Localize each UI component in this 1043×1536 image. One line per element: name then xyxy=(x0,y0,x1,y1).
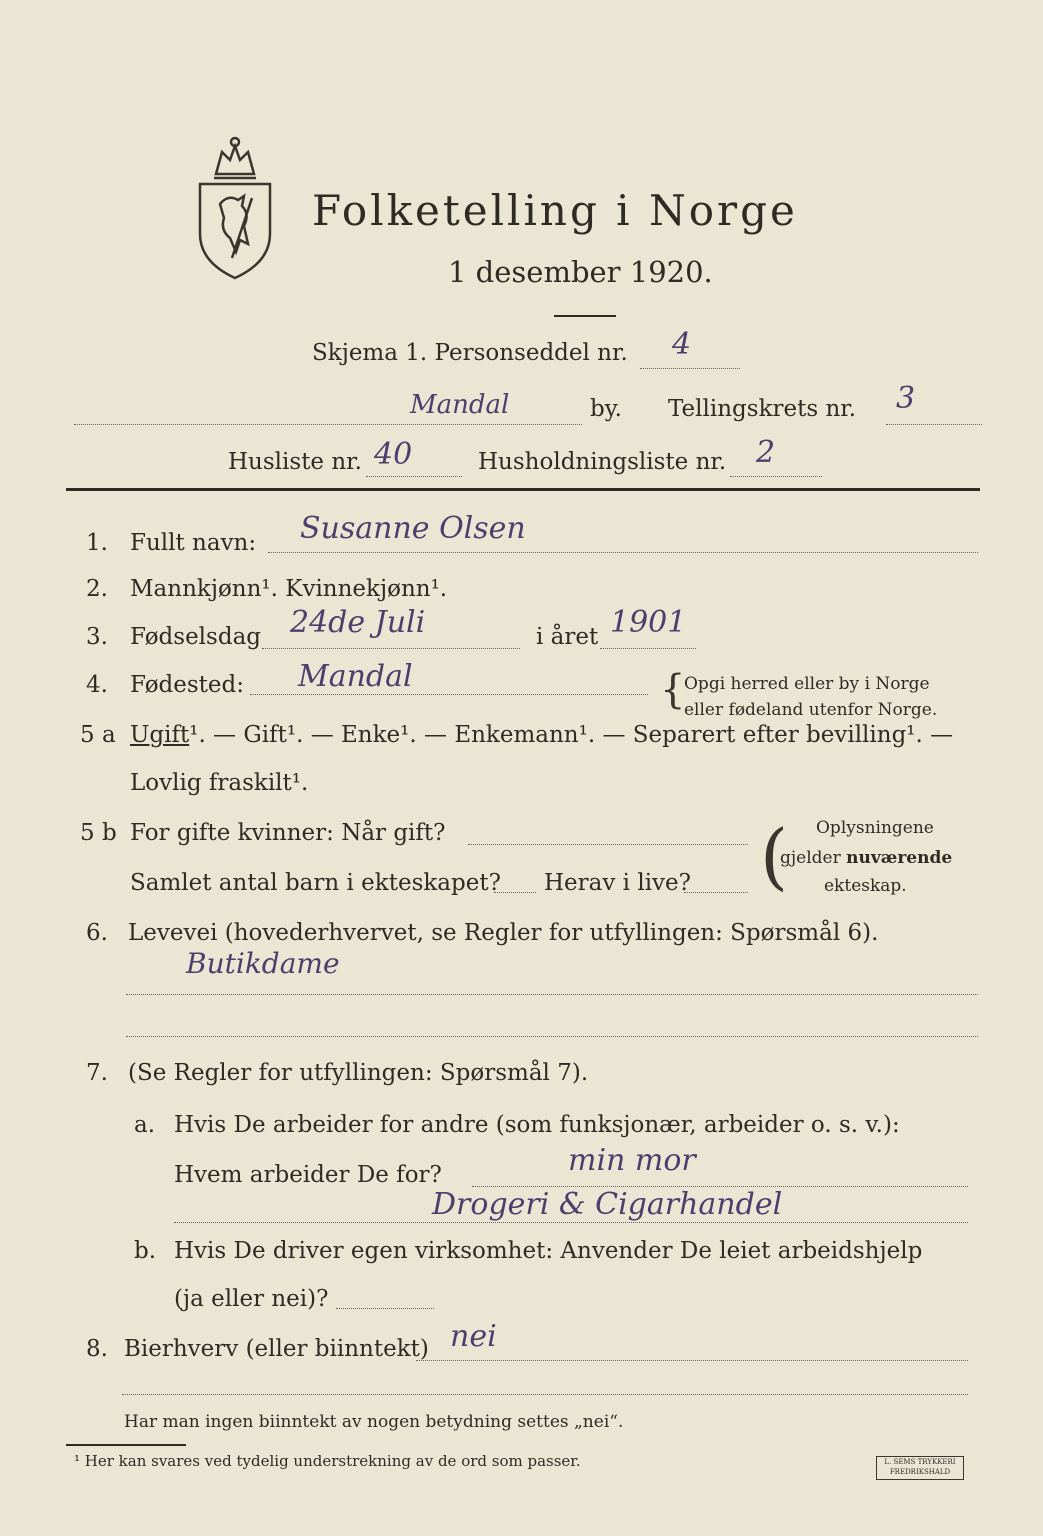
q5a-label-line2: Lovlig fraskilt¹. xyxy=(130,770,309,796)
skjema-value: 4 xyxy=(672,327,692,362)
q3-number: 3. xyxy=(86,624,108,650)
q3-label: Fødselsdag xyxy=(130,624,262,650)
q5b-note-line2 xyxy=(780,850,952,867)
husliste-line xyxy=(366,476,462,477)
q7a-line2 xyxy=(174,1222,968,1223)
census-date: 1 desember 1920. xyxy=(448,255,713,289)
q5b-married-line xyxy=(468,844,748,845)
q5a-ugift-underlined: Ugift xyxy=(130,722,190,748)
q3-year-value: 1901 xyxy=(610,605,687,640)
q4-note-line2: eller fødeland utenfor Norge. xyxy=(684,700,938,720)
q5b-alive-label: Herav i live? xyxy=(544,870,691,896)
q7a-value1: min mor xyxy=(568,1143,696,1178)
q7b-text: Hvis De driver egen virksomhet: Anvender De leiet arbeidshjelp xyxy=(174,1238,923,1264)
q8-number: 8. xyxy=(86,1336,108,1362)
q1-value: Susanne Olsen xyxy=(300,511,526,546)
q8-label: Bierhverv (eller biinntekt) xyxy=(124,1336,429,1362)
footnote-divider xyxy=(66,1444,186,1446)
q5b-note-bold: nuværende xyxy=(846,848,953,868)
header-divider xyxy=(554,315,616,317)
husliste-label: Husliste nr. xyxy=(228,449,362,475)
krets-line xyxy=(886,424,982,425)
q4-number: 4. xyxy=(86,672,108,698)
q6-number: 6. xyxy=(86,920,108,946)
q8-value: nei xyxy=(450,1319,497,1354)
q5b-number: 5 b xyxy=(80,820,117,846)
husholdning-label: Husholdningsliste nr. xyxy=(478,449,727,475)
q6-line2 xyxy=(126,1036,978,1037)
printer-stamp-line1: L. SEMS TRYKKERI xyxy=(884,1458,956,1466)
q3-year-label: i året xyxy=(536,624,599,650)
q1-number: 1. xyxy=(86,530,108,556)
q2-label: Mannkjønn¹. Kvinnekjønn¹. xyxy=(130,576,448,602)
norwegian-coat-of-arms-icon xyxy=(192,134,278,282)
q3-date-line xyxy=(262,648,520,649)
printer-stamp-line2: FREDRIKSHALD xyxy=(889,1468,951,1476)
krets-label: Tellingskrets nr. xyxy=(668,396,857,422)
husliste-value: 40 xyxy=(374,437,413,472)
q4-note-line1: Opgi herred eller by i Norge xyxy=(684,674,930,694)
q7a-value2: Drogeri & Cigarhandel xyxy=(432,1187,783,1222)
q4-line xyxy=(250,694,648,695)
q5b-note-gjelder: gjelder xyxy=(780,848,841,868)
q7-number: 7. xyxy=(86,1060,108,1086)
q8-line2 xyxy=(122,1394,968,1395)
skjema-line xyxy=(640,368,740,369)
q1-label: Fullt navn: xyxy=(130,530,257,556)
q7b-letter: b. xyxy=(134,1238,157,1264)
q8-line1 xyxy=(416,1360,968,1361)
printer-stamp xyxy=(876,1456,964,1480)
q5b-children-label: Samlet antal barn i ekteskapet? xyxy=(130,870,501,896)
q5b-note-line3: ekteskap. xyxy=(824,876,907,896)
q1-line xyxy=(268,552,978,553)
q7a-question: Hvem arbeider De for? xyxy=(174,1162,442,1188)
husholdning-line xyxy=(730,476,822,477)
q6-line1 xyxy=(126,994,978,995)
q5b-brace: ( xyxy=(760,814,789,898)
q3-year-line xyxy=(600,648,696,649)
q2-number: 2. xyxy=(86,576,108,602)
krets-value: 3 xyxy=(896,381,916,416)
footer-note: Har man ingen biinntekt av nogen betydning settes „nei“. xyxy=(124,1412,624,1432)
form-title: Folketelling i Norge xyxy=(312,186,798,235)
main-divider xyxy=(66,488,980,491)
q5b-alive-line xyxy=(684,892,748,893)
q5a-options: ¹. — Gift¹. — Enke¹. — Enkemann¹. — Separert efter bevilling¹. — xyxy=(189,722,954,748)
q5a-label xyxy=(130,724,953,747)
q7b-line xyxy=(336,1308,434,1309)
q5b-label: For gifte kvinner: Når gift? xyxy=(130,820,446,846)
q5a-number: 5 a xyxy=(80,722,116,748)
by-label: by. xyxy=(590,396,622,422)
footnote: ¹ Her kan svares ved tydelig understrekning av de ord som passer. xyxy=(74,1452,581,1470)
q5b-children-line xyxy=(494,892,536,893)
q6-value: Butikdame xyxy=(186,947,340,980)
q4-value: Mandal xyxy=(298,659,413,694)
q5b-note-line1: Oplysningene xyxy=(816,818,934,838)
q7a-letter: a. xyxy=(134,1112,156,1138)
q7-label: (Se Regler for utfyllingen: Spørsmål 7). xyxy=(128,1060,589,1086)
q7a-text: Hvis De arbeider for andre (som funksjonær, arbeider o. s. v.): xyxy=(174,1112,900,1138)
by-line xyxy=(74,424,582,425)
by-value: Mandal xyxy=(410,390,510,420)
skjema-label: Skjema 1. Personseddel nr. xyxy=(312,340,628,366)
q4-label: Fødested: xyxy=(130,672,245,698)
husholdning-value: 2 xyxy=(756,435,776,470)
q7b-text-line2: (ja eller nei)? xyxy=(174,1286,329,1312)
q6-label: Levevei (hovederhvervet, se Regler for utfyllingen: Spørsmål 6). xyxy=(128,920,879,946)
q3-value: 24de Juli xyxy=(290,605,426,640)
q4-brace: { xyxy=(660,667,686,713)
